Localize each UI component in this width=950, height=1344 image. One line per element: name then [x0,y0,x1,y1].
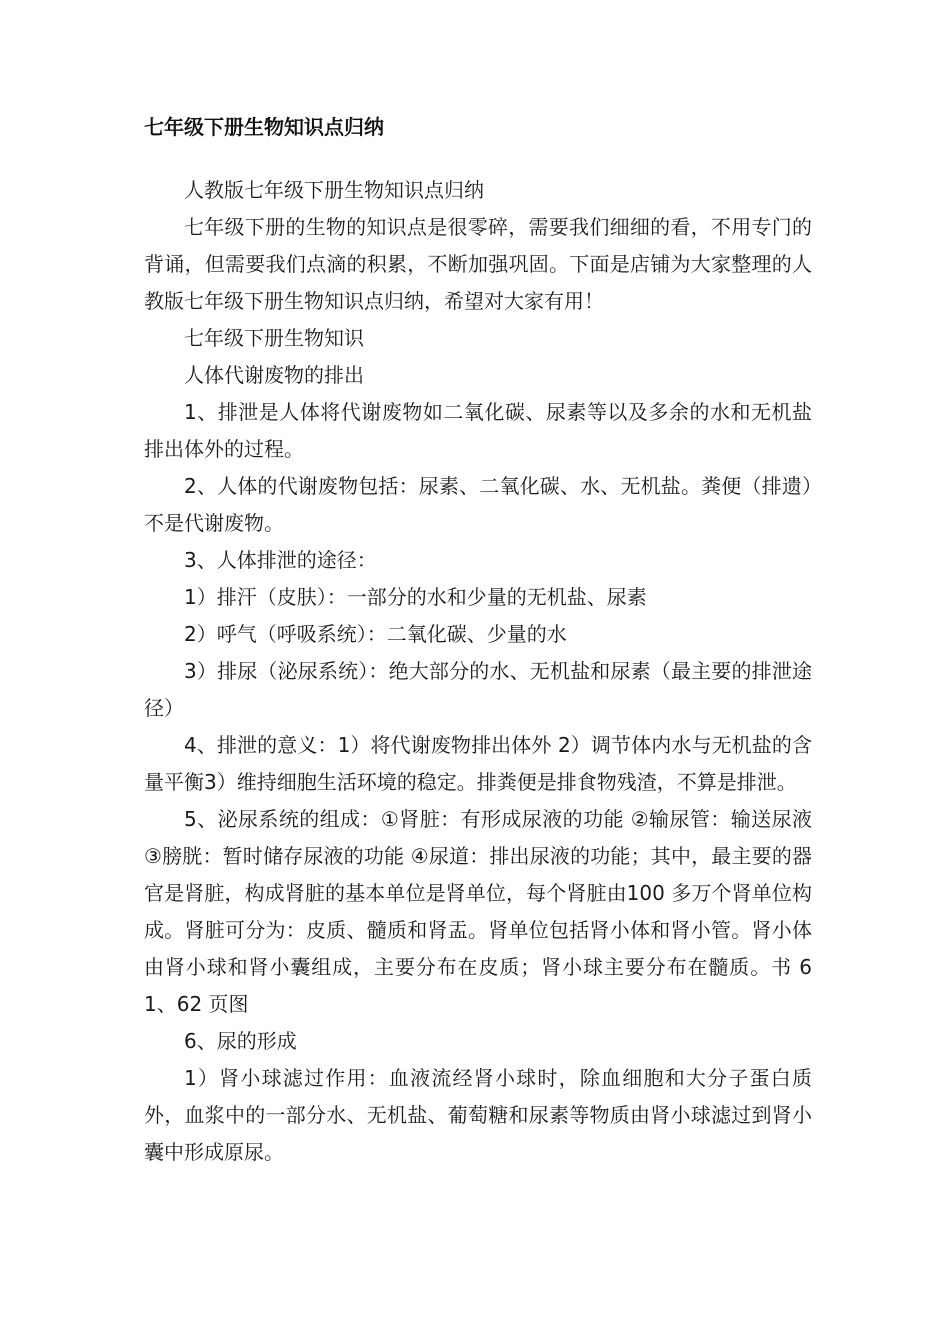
document-title: 七年级下册生物知识点归纳 [144,115,384,139]
paragraph-subitem-2: 2）呼气（呼吸系统）：二氧化碳、少量的水 [184,622,567,646]
paragraph-item-5: 5、泌尿系统的组成：①肾脏：有形成尿液的功能 ②输尿管：输送尿液 ③膀胱：暂时储存尿液的功能 ④尿道：排出尿液的功能；其中，最主要的器官是肾脏，构成肾脏的基本单位是肾单位，每个肾脏由100 多万个肾单位构成。肾脏可分为：皮质、髓质和肾盂。肾单位包括肾小体和肾小管。肾小体由肾小球和肾小囊组成，主要分布在皮质；肾小球主要分布在髓质。书 61、62 页图 [144,807,812,1016]
paragraph-subitem-1: 1）排汗（皮肤）：一部分的水和少量的无机盐、尿素 [184,585,647,609]
paragraph-intro: 七年级下册的生物的知识点是很零碎，需要我们细细的看，不用专门的背诵，但需要我们点滴的积累，不断加强巩固。下面是店铺为大家整理的人教版七年级下册生物知识点归纳，希望对大家有用！ [144,215,812,313]
paragraph-item-6-subitem-1: 1）肾小球滤过作用：血液流经肾小球时，除血细胞和大分子蛋白质外，血浆中的一部分水、无机盐、葡萄糖和尿素等物质由肾小球滤过到肾小囊中形成原尿。 [144,1066,812,1164]
document-body [144,172,812,1171]
paragraph-item-3: 3、人体排泄的途径： [184,548,377,572]
paragraph-subitem-3: 3）排尿（泌尿系统）：绝大部分的水、无机盐和尿素（最主要的排泄途径） [144,659,812,720]
paragraph-section-heading: 七年级下册生物知识 [184,326,364,350]
paragraph-item-6: 6、尿的形成 [184,1029,297,1053]
paragraph-item-1: 1、排泄是人体将代谢废物如二氧化碳、尿素等以及多余的水和无机盐排出体外的过程。 [144,400,812,461]
paragraph-topic-heading: 人体代谢废物的排出 [184,363,364,387]
paragraph-subtitle: 人教版七年级下册生物知识点归纳 [184,178,484,202]
paragraph-item-4: 4、排泄的意义：1）将代谢废物排出体外 2）调节体内水与无机盐的含量平衡3）维持细胞生活环境的稳定。排粪便是排食物残渣，不算是排泄。 [144,733,812,794]
paragraph-item-2: 2、人体的代谢废物包括：尿素、二氧化碳、水、无机盐。粪便（排遗）不是代谢废物。 [144,474,812,535]
